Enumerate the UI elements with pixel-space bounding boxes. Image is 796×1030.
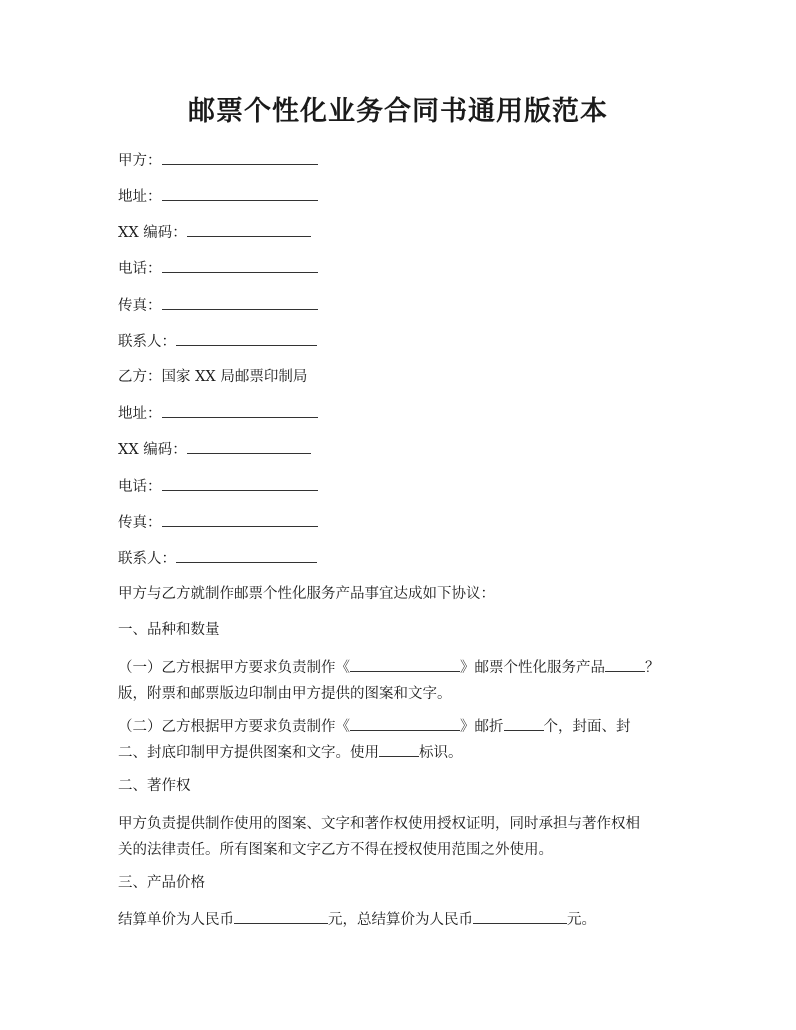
item-1-text-c: ？ bbox=[645, 660, 660, 676]
party-a-name-line bbox=[118, 149, 318, 172]
party-a-name-label: 甲方： bbox=[118, 153, 162, 169]
item-2-text-c: 个，封面、封 bbox=[543, 719, 631, 735]
party-a-address-line bbox=[118, 185, 318, 208]
section-1-item-2-line-2 bbox=[118, 740, 684, 766]
section-1-item-2 bbox=[118, 714, 684, 766]
party-b-fax-line bbox=[118, 511, 318, 534]
section-2-line-2: 关的法律责任。所有图案和文字乙方不得在授权使用范围之外使用。 bbox=[118, 842, 553, 858]
party-b-address-line bbox=[118, 402, 318, 425]
party-b-fax-blank bbox=[162, 511, 318, 527]
party-a-fax-line bbox=[118, 294, 318, 317]
agreement-intro: 甲方与乙方就制作邮票个性化服务产品事宜达成如下协议： bbox=[118, 586, 495, 602]
party-a-fax-blank bbox=[162, 294, 318, 310]
section-2-heading: 二、著作权 bbox=[118, 778, 191, 794]
party-b-phone-label: 电话： bbox=[118, 479, 162, 495]
item-2-mark-blank bbox=[379, 741, 419, 757]
price-text-c: 元。 bbox=[567, 912, 596, 928]
party-b-postcode-blank bbox=[187, 438, 311, 454]
section-1-item-1 bbox=[118, 655, 684, 707]
section-3-heading: 三、产品价格 bbox=[118, 875, 205, 891]
party-b-phone-blank bbox=[162, 475, 318, 491]
party-b-name-text: 乙方：国家 XX 局邮票印制局 bbox=[118, 369, 308, 385]
section-1-item-1-line-1 bbox=[118, 655, 684, 681]
item-1-title-blank bbox=[350, 656, 460, 672]
price-text-b: 元，总结算价为人民币 bbox=[328, 912, 473, 928]
item-2-text-b: 》邮折 bbox=[460, 719, 504, 735]
party-b-name-line bbox=[118, 366, 307, 388]
party-b-phone-line bbox=[118, 475, 318, 498]
party-a-contact-label: 联系人： bbox=[118, 334, 176, 350]
party-a-contact-blank bbox=[176, 330, 317, 346]
item-2-text-a: （二）乙方根据甲方要求负责制作《 bbox=[118, 719, 350, 735]
party-a-postcode-label: XX 编码： bbox=[118, 225, 187, 241]
party-a-postcode-blank bbox=[187, 221, 311, 237]
section-2-body bbox=[118, 811, 684, 863]
party-b-contact-line bbox=[118, 547, 317, 570]
party-a-name-blank bbox=[162, 149, 318, 165]
party-b-postcode-label: XX 编码： bbox=[118, 442, 187, 458]
party-a-fax-label: 传真： bbox=[118, 298, 162, 314]
item-2-text-e: 标识。 bbox=[419, 745, 463, 761]
section-1-item-1-line-2: 版，附票和邮票版边印制由甲方提供的图案和文字。 bbox=[118, 686, 452, 702]
party-a-postcode-line bbox=[118, 221, 311, 244]
page-title: 邮票个性化业务合同书通用版范本 bbox=[188, 96, 608, 127]
item-1-text-b: 》邮票个性化服务产品 bbox=[460, 660, 605, 676]
item-2-text-d: 二、封底印制甲方提供图案和文字。使用 bbox=[118, 745, 379, 761]
party-a-phone-label: 电话： bbox=[118, 261, 162, 277]
item-2-title-blank bbox=[350, 715, 460, 731]
section-3-price-line bbox=[118, 908, 596, 931]
party-b-contact-blank bbox=[176, 547, 317, 563]
party-a-address-label: 地址： bbox=[118, 189, 162, 205]
item-1-count-blank bbox=[605, 656, 645, 672]
party-a-phone-blank bbox=[162, 257, 318, 273]
section-1-heading: 一、品种和数量 bbox=[118, 622, 220, 638]
party-a-contact-line bbox=[118, 330, 317, 353]
total-price-blank bbox=[473, 908, 567, 924]
price-text-a: 结算单价为人民币 bbox=[118, 912, 234, 928]
party-b-address-blank bbox=[162, 402, 318, 418]
item-2-count-blank bbox=[504, 715, 544, 731]
section-2-line-1: 甲方负责提供制作使用的图案、文字和著作权使用授权证明，同时承担与著作权相 bbox=[118, 816, 640, 832]
unit-price-blank bbox=[234, 908, 328, 924]
party-a-address-blank bbox=[162, 185, 318, 201]
party-b-fax-label: 传真： bbox=[118, 515, 162, 531]
section-1-item-2-line-1 bbox=[118, 714, 684, 740]
party-b-contact-label: 联系人： bbox=[118, 551, 176, 567]
party-b-postcode-line bbox=[118, 438, 311, 461]
party-a-phone-line bbox=[118, 257, 318, 280]
party-b-address-label: 地址： bbox=[118, 406, 162, 422]
item-1-text-a: （一）乙方根据甲方要求负责制作《 bbox=[118, 660, 350, 676]
